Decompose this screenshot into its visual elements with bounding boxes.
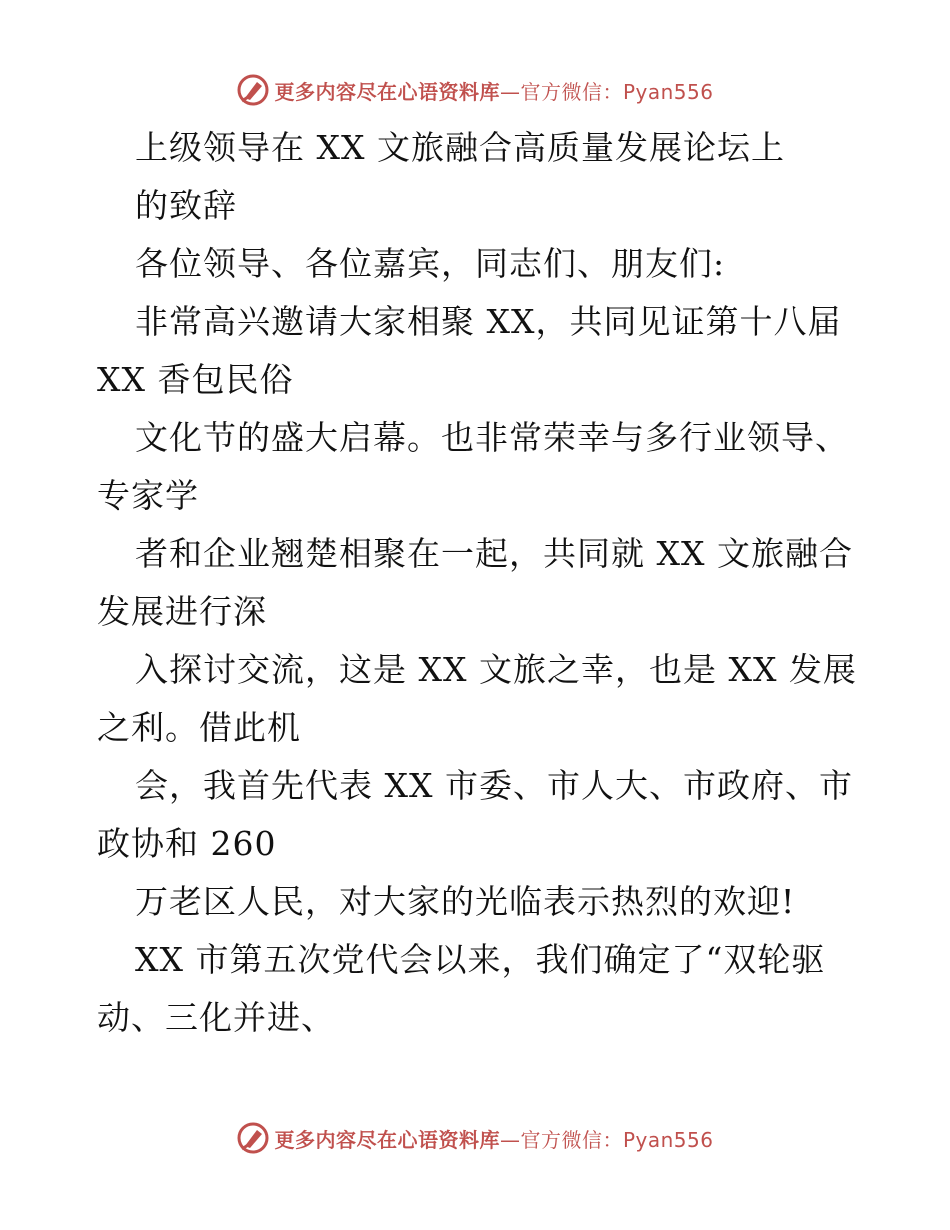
doc-line: 者和企业翘楚相聚在一起，共同就 XX 文旅融合 — [135, 534, 853, 573]
header-banner-text: 更多内容尽在心语资料库—官方微信：Pyan556 — [274, 79, 714, 104]
doc-line: 非常高兴邀请大家相聚 XX，共同见证第十八届 — [135, 302, 842, 341]
doc-line: 万老区人民，对大家的光临表示热烈的欢迎! — [135, 882, 796, 921]
doc-line: 文化节的盛大启幕。也非常荣幸与多行业领导、 — [135, 418, 849, 457]
doc-line: 动、三化并进、 — [97, 998, 335, 1037]
doc-line: XX 香包民俗 — [97, 360, 294, 399]
doc-line: 的致辞 — [135, 186, 237, 225]
doc-line: 之利。借此机 — [97, 708, 301, 747]
pen-nib-logo-icon — [236, 1121, 270, 1155]
doc-line: 发展进行深 — [97, 592, 267, 631]
doc-line: XX 市第五次党代会以来，我们确定了“双轮驱 — [135, 940, 826, 979]
doc-line: 政协和 260 — [97, 824, 277, 863]
pen-nib-logo-icon — [236, 73, 270, 107]
doc-line: 入探讨交流，这是 XX 文旅之幸，也是 XX 发展 — [135, 650, 857, 689]
header-banner — [0, 70, 950, 110]
footer-banner-text: 更多内容尽在心语资料库—官方微信：Pyan556 — [274, 1127, 714, 1152]
doc-line: 专家学 — [97, 476, 199, 515]
footer-banner — [0, 1118, 950, 1158]
doc-line: 上级领导在 XX 文旅融合高质量发展论坛上 — [135, 128, 785, 167]
doc-line: 会，我首先代表 XX 市委、市人大、市政府、市 — [135, 766, 853, 805]
doc-line: 各位领导、各位嘉宾，同志们、朋友们: — [135, 244, 726, 283]
